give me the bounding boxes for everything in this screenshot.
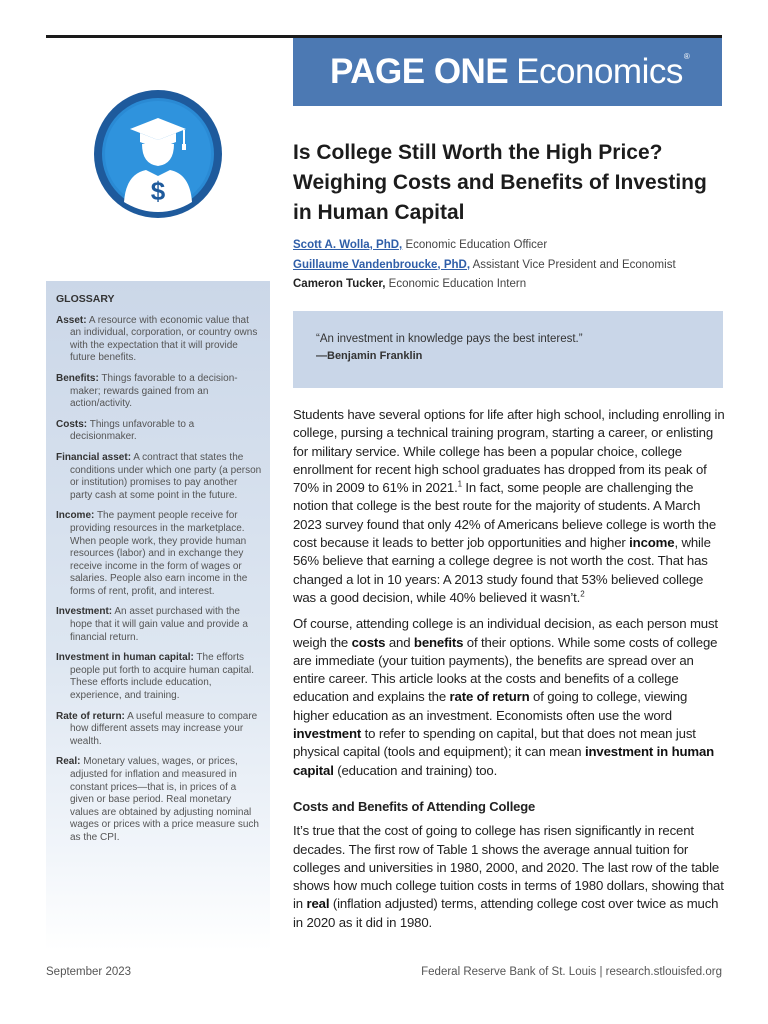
glossary-definition: A useful measure to compare how different assets may increase your wealth. (70, 710, 258, 747)
text-run: In fact, some people are challenging the notion that college is the best route for the majority of students. A March 2023 survey found that only 42% of Americans believe college is worth the cost because it leads to better job opportunities and higher (293, 480, 717, 551)
glossary-keyword: real (306, 896, 330, 912)
glossary-entry (56, 756, 262, 844)
glossary-term: Financial asset: (56, 451, 132, 463)
glossary-term: Real: (56, 756, 81, 768)
author-role: Economic Education Intern (388, 278, 527, 290)
author-line (293, 275, 723, 295)
glossary-keyword: rate of return (449, 689, 530, 705)
quote-attribution: —Benjamin Franklin (316, 350, 423, 362)
text-run: to refer to spending on capital, but that does not mean just physical capital (tools and equipment); it can mean (293, 726, 696, 760)
section-heading: Costs and Benefits of Attending College (293, 798, 536, 814)
glossary-keyword: investment (293, 726, 362, 742)
glossary-term: Income: (56, 510, 95, 522)
glossary-sidebar (46, 281, 270, 951)
glossary-definition: A resource with economic value that an individual, corporation, or country owns with the expectation that it will provide future benefits. (70, 314, 258, 364)
glossary-definition: Things unfavorable to a decisionmaker. (70, 418, 195, 443)
glossary-entry (56, 606, 262, 644)
footnote-ref[interactable]: 1 (457, 479, 462, 489)
glossary-heading: GLOSSARY (56, 293, 115, 305)
glossary-term: Investment in human capital: (56, 652, 194, 664)
text-run: Students have several options for life after high school, including enrolling in college, pursing a technical training program, starting a career, or enlisting for military service. While college has been a popular choice, college enrollment for recent high school graduates has dropped from its peak of 70% in 2009 to 61% in 2021. (293, 407, 725, 496)
glossary-term: Investment: (56, 606, 113, 618)
body-paragraph (293, 822, 725, 932)
glossary-keyword: income (629, 535, 675, 551)
article-title: Is College Still Worth the High Price? Weighing Costs and Benefits of Investing in Human Capital (293, 141, 707, 224)
graduate-with-dollar-icon (94, 90, 222, 218)
text-run: of going to college, viewing higher education as an investment. Economists often use the word (293, 689, 688, 723)
banner-bold: PAGE ONE (330, 52, 509, 91)
glossary-entry (56, 315, 262, 365)
glossary-term: Rate of return: (56, 710, 125, 722)
text-run: and (385, 634, 414, 650)
glossary-definition: A contract that states the conditions under which one party (a person or institution) promises to pay another party cash at some point in the future. (70, 451, 262, 501)
glossary-definition: Things favorable to a decision-maker; rewards gained from an action/activity. (70, 372, 238, 410)
text-run: , while 56% believe that earning a college degree is not worth the cost. That has changed a lot in 10 years: A 2013 study found that 53% believed college was a good decision, while 40% believed it wasn’t. (293, 535, 711, 605)
footnote-ref[interactable]: 2 (580, 589, 585, 599)
glossary-keyword: investment in human capital (293, 744, 715, 778)
svg-text:$: $ (150, 176, 166, 206)
glossary-definition: An asset purchased with the hope that it will gain value and provide a financial return. (70, 606, 248, 643)
glossary-entry (56, 652, 262, 702)
author-link[interactable]: Guillaume Vandenbroucke, PhD, (293, 258, 471, 271)
banner-regular: Economics (516, 52, 683, 91)
author-list (293, 236, 723, 295)
glossary-keyword: benefits (413, 634, 464, 650)
glossary-entry (56, 510, 262, 598)
glossary-definition: Monetary values, wages, or prices, adjusted for inflation and measured in constant prices—that is, in prices of a given or base period. Real monetary values are obtained by adjusting nominal wages or prices with a price measure such as the CPI. (70, 756, 259, 843)
pull-quote (293, 311, 723, 388)
glossary-entry (56, 711, 262, 749)
author-name: Cameron Tucker, (293, 278, 386, 290)
author-role: Economic Education Officer (405, 239, 548, 251)
glossary-definition: The efforts people put forth to acquire human capital. These efforts include education, experience, and training. (70, 652, 255, 702)
glossary-entry (56, 373, 262, 411)
author-line (293, 256, 723, 276)
text-run: of their options. While some costs of college are immediate (your tuition payments), the benefits are spread over an entire career. This article looks at the costs and benefits of a college education and explains the (293, 634, 718, 705)
glossary-term: Costs: (56, 418, 88, 430)
body-paragraph (293, 406, 725, 607)
text-run: (inflation adjusted) terms, attending college cost over twice as much in 2020 as it did in 1980. (293, 896, 719, 930)
glossary-entry (56, 452, 262, 502)
glossary-definition: The payment people receive for providing resources in the marketplace. When people work, they provide human resources (labor) and in exchange they receive income in the form of wages or salaries. People also earn income in the forms of rent, profit, and interest. (70, 510, 248, 597)
quote-text: “An investment in knowledge pays the best interest.” (316, 333, 583, 345)
text-run: Of course, attending college is an individual decision, as each person must weigh the (293, 616, 718, 650)
footer-date: September 2023 (46, 966, 132, 978)
author-role: Assistant Vice President and Economist (472, 258, 676, 271)
text-run: (education and training) too. (333, 762, 498, 778)
glossary-term: Benefits: (56, 372, 99, 384)
registered-mark: ® (683, 52, 690, 61)
author-link[interactable]: Scott A. Wolla, PhD, (293, 239, 403, 251)
author-line (293, 236, 723, 256)
article-body (293, 406, 725, 940)
footer-source: Federal Reserve Bank of St. Louis | research.stlouisfed.org (421, 966, 722, 978)
glossary-entry (56, 419, 262, 444)
glossary-keyword: costs (351, 634, 386, 650)
text-run: It’s true that the cost of going to college has risen significantly in recent decades. The first row of Table 1 shows the average annual tuition for colleges and universities in 1980, 2000, and 2020. The last row of the table shows how much college tuition costs in terms of 1980 dollars, showing that in (293, 823, 724, 912)
publication-banner (293, 38, 722, 106)
glossary-term: Asset: (56, 314, 87, 326)
body-paragraph (293, 615, 725, 780)
